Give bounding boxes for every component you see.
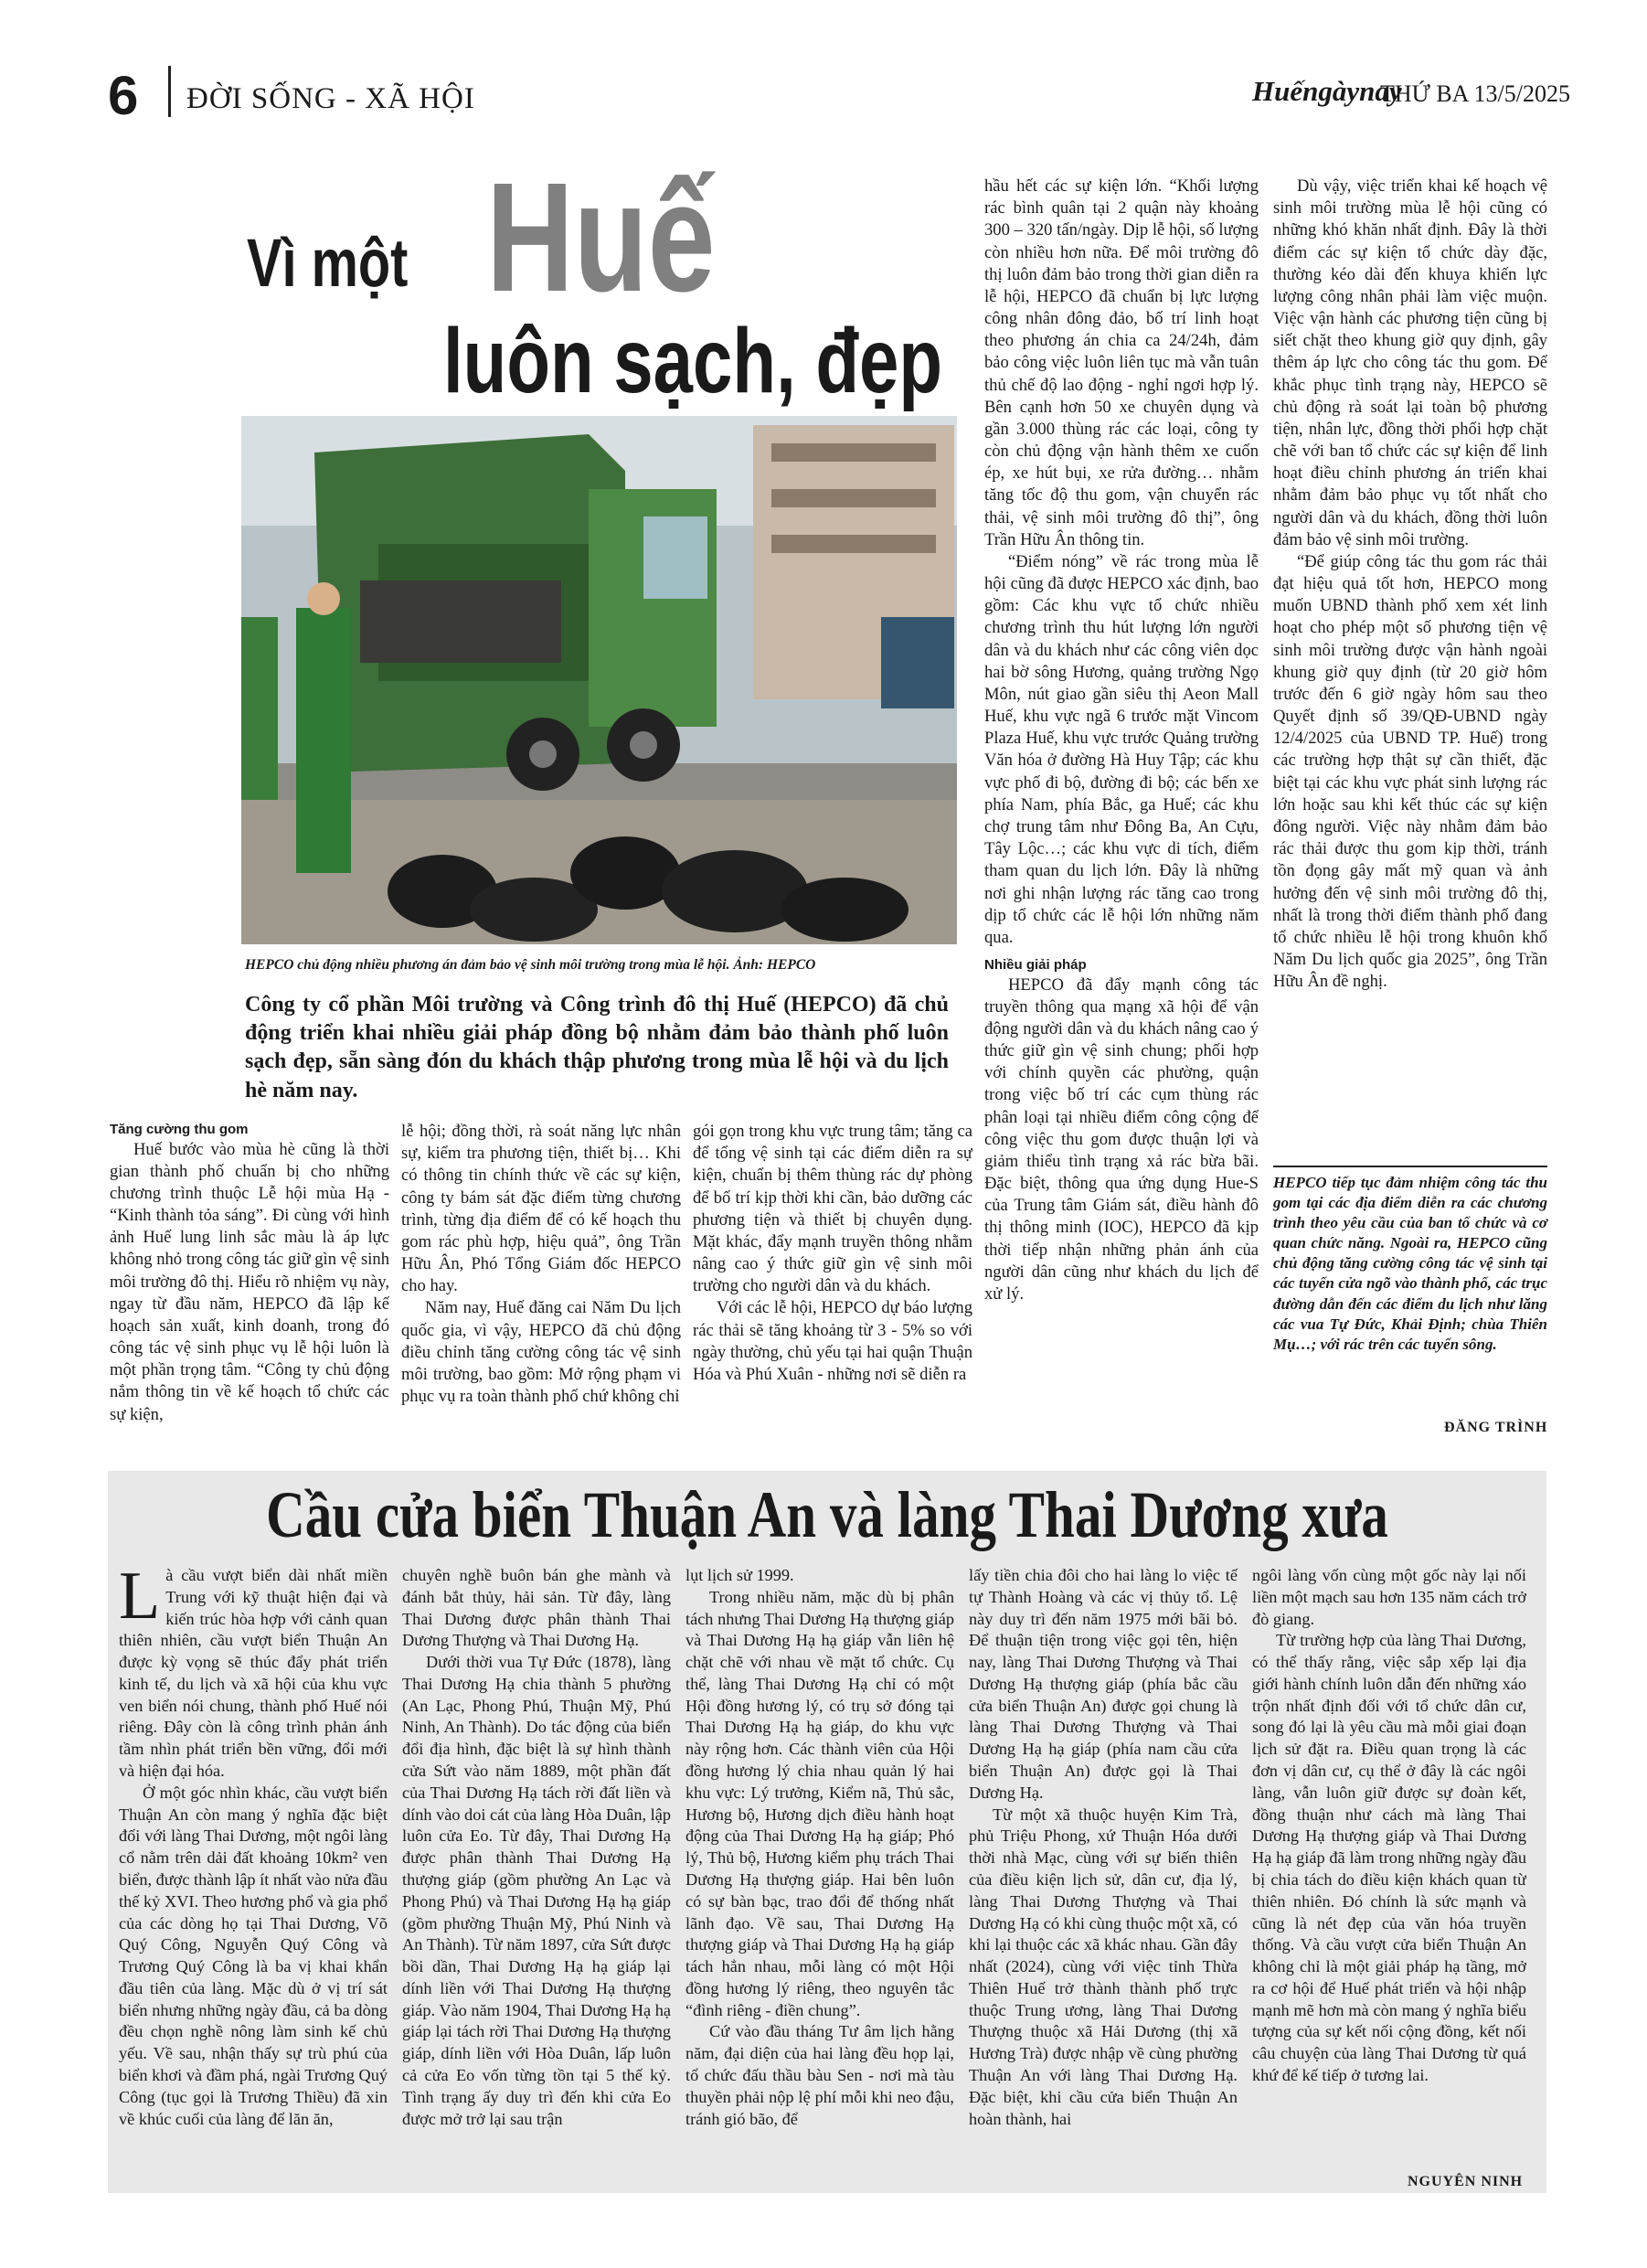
paragraph: Ở một góc nhìn khác, cầu vượt biển Thuận An còn mang ý nghĩa đặc biệt đối với làng Thai Dương, một ngôi làng cổ nằm trên dải đất khoảng 10km² ven biển, được thành lập ít nhất vào nửa đầu thế kỷ XVI. Theo hương phổ và gia phổ của các dòng họ tại Thai Dương, Võ Quý Công, Nguyễn Quý Công và Trương Quý Công là ba vị khai khẩn đầu tiên của làng. Mặc dù ở vị trí sát biển nhưng những ngày đầu, cả ba dòng đều chọn nghề nông làm sinh kế chủ yếu. Về sau, nhận thấy sự trù phú của biển khơi và đầm phá, ngài Trương Quý Công (tục gọi là Trương Thiều) đã xin về khúc cuối của làng để lăn ăn, bbox=[119, 1783, 388, 2128]
paragraph: Từ trường hợp của làng Thai Dương, có thể thấy rằng, việc sắp xếp lại địa giới hành chính luôn dẫn đến những xáo trộn nhất định đối với tổ chức dân cư, song đó lại là yêu cầu mà mỗi giai đoạn lịch sử đặt ra. Điều quan trọng là các đơn vị dân cư, cụ thể ở đây là các ngôi làng, vẫn luôn giữ được sự đoàn kết, đồng thuận như cách mà làng Thai Dương Hạ thượng giáp và Thai Dương Hạ hạ giáp đã làm trong những ngày đầu bị chia tách do điều kiện khách quan từ thiên nhiên. Đó chính là sức mạnh và cũng là nét đẹp của văn hóa truyền thống. Và cầu vượt cửa biển Thuận An không chỉ là một giải pháp hạ tầng, mở ra cơ hội để Huế phát triển và hội nhập mạnh mẽ hơn mà còn mang ý nghĩa biểu tượng của sự kết nối cộng đồng, kết nối câu chuyện của làng Thai Dương từ quá khứ để kế tiếp ở tương lai. bbox=[1252, 1631, 1526, 2084]
article2-column-3 bbox=[685, 1565, 954, 2179]
paragraph: lấy tiền chia đôi cho hai làng lo việc tế tự Thành Hoàng và các vị thủy tổ. Lệ này duy trì đến năm 1975 mới bãi bỏ. Để thuận tiện trong việc gọi tên, hiện nay, làng Thai Dương Thượng và Thai Dương Hạ thượng giáp (phía bắc cầu cửa biển Thuận An) được gọi chung là làng Thai Dương Thượng và Thai Dương Hạ hạ giáp (phía nam cầu cửa biển Thuận An) được gọi là Thai Dương Hạ. bbox=[969, 1566, 1238, 1802]
headline-part-2: Huế bbox=[486, 151, 716, 325]
paragraph: ngôi làng vốn cùng một gốc này lại nối liền một mạch sau hơn 135 năm cách trở đò giang. bbox=[1252, 1566, 1526, 1628]
headline-part-3: luôn sạch, đẹp bbox=[443, 310, 943, 412]
article1-column-4 bbox=[984, 176, 1259, 1451]
paragraph: chuyên nghề buôn bán ghe mành và đánh bắt thủy, hải sản. Từ đây, làng Thai Dương được phân thành Thai Dương Thượng và Thai Dương Hạ. bbox=[402, 1566, 671, 1650]
article2-column-2 bbox=[402, 1565, 671, 2179]
article-lead: Công ty cổ phần Môi trường và Công trình đô thị Huế (HEPCO) đã chủ động triển khai nhiều giải pháp đồng bộ nhằm đảm bảo thành phố luôn sạch đẹp, sẵn sàng đón du khách thập phương trong mùa lễ hội và du lịch hè năm nay. bbox=[245, 993, 949, 1102]
paragraph: Dưới thời vua Tự Đức (1878), làng Thai Dương Hạ chia thành 5 phường (An Lạc, Phong Phú, Thuận Mỹ, Phú Ninh, An Thành). Do tác động của biển đổi địa hình, đặc biệt là sự hình thành cửa Sứt vào năm 1889, một phần đất của Thai Dương Hạ tách rời đất liền và dính vào doi cát của làng Hòa Duân, lập luôn cửa Eo. Từ đây, Thai Dương Hạ được phân thành Thai Dương Hạ thượng giáp (gồm phường An Lạc và Phong Phú) và Thai Dương Hạ hạ giáp (gồm phường Thuận Mỹ, Phú Ninh và An Thành). Từ năm 1897, cửa Sứt được bồi dần, Thai Dương Hạ hạ giáp lại dính liền với Thai Dương Hạ thượng giáp. Vào năm 1904, Thai Dương Hạ hạ giáp lại tách rời Thai Dương Hạ thượng giáp, dính liền với Hòa Duân, lấp luôn cả cửa Eo vốn từng tồn tại 5 thế kỷ. Tình trạng ấy duy trì đến khi cửa Eo được mở trở lại sau trận bbox=[402, 1653, 671, 2128]
article2-column-4 bbox=[969, 1565, 1238, 2179]
article2-column-1 bbox=[119, 1565, 388, 2179]
dropcap: L bbox=[119, 1565, 161, 1634]
sidebox-rule bbox=[1273, 1166, 1547, 1167]
article2-column-5 bbox=[1252, 1565, 1526, 2172]
article2-headline: Cầu cửa biển Thuận An và làng Thai Dương xưa bbox=[266, 1478, 1388, 1551]
article1-column-2 bbox=[401, 1121, 681, 1450]
article1-column-5 bbox=[1273, 176, 1547, 1158]
paragraph: Năm nay, Huế đăng cai Năm Du lịch quốc gia, vì vậy, HEPCO đã chủ động điều chỉnh tăng cường công tác vệ sinh môi trường, bao gồm: Mở rộng phạm vi phục vụ ra toàn thành phố chứ không chỉ bbox=[401, 1298, 681, 1407]
article1-column-3 bbox=[693, 1121, 972, 1450]
article2-author: NGUYÊN NINH bbox=[1408, 2174, 1524, 2189]
paragraph: Huế bước vào mùa hè cũng là thời gian thành phố chuẩn bị cho những chương trình thuộc Lễ hội mùa Hạ - “Kinh thành tỏa sáng”. Đi cùng với hình ảnh Huế lung linh sắc màu là áp lực không nhỏ trong công tác giữ gìn vệ sinh môi trường đô thị. Hiểu rõ nhiệm vụ này, ngay từ đầu năm, HEPCO đã lập kế hoạch sản xuất, kinh doanh, trong đó công tác vệ sinh phục vụ lễ hội luôn là một phần trọng tâm. “Công ty chủ động nắm thông tin về kế hoạch tổ chức các sự kiện, bbox=[110, 1139, 389, 1424]
publication-date: THỨ BA 13/5/2025 bbox=[1380, 80, 1570, 107]
paragraph: Từ một xã thuộc huyện Kim Trà, phủ Triệu Phong, xứ Thuận Hóa dưới thời nhà Mạc, cùng với sự biến thiên của điều kiện lịch sử, dân cư, địa lý, làng Thai Dương Thượng và Thai Dương Hạ có khi cùng thuộc một xã, có khi lại thuộc các xã khác nhau. Gần đây nhất (2024), cùng với việc tỉnh Thừa Thiên Huế trở thành thành phố trực thuộc Trung ương, làng Thai Dương Thượng thuộc xã Hải Dương (thị xã Hương Trà) được nhập về cùng phường Thuận An với làng Thai Dương Hạ. Đặc biệt, khi cầu cửa biển Thuận An hoàn thành, hai bbox=[969, 1805, 1238, 2128]
page-number: 6 bbox=[108, 65, 139, 126]
paragraph: Dù vậy, việc triển khai kế hoạch vệ sinh môi trường mùa lễ hội cũng có những khó khăn nhất định. Đây là thời điểm các sự kiện tổ chức dày đặc, thường kéo dài đến khuya khiến lực lượng công nhân phải làm việc muộn. Việc vận hành các phương tiện cũng bị siết chặt theo khung giờ quy định, gây thêm áp lực cho công tác thu gom. Để khắc phục tình trạng này, HEPCO sẽ chủ động rà soát lại toàn bộ phương tiện, nhân lực, đồng thời phối hợp chặt chẽ với ban tổ chức các sự kiện để linh hoạt điều chỉnh phương án triển khai nhằm đảm bảo phục vụ tốt nhất cho người dân và du khách, đồng thời luôn đảm bảo vệ sinh môi trường. bbox=[1273, 176, 1547, 549]
section-name: ĐỜI SỐNG - XÃ HỘI bbox=[186, 82, 475, 115]
publication-name: Huếngàynay bbox=[1252, 75, 1402, 107]
photo-caption: HEPCO chủ động nhiều phương án đảm bảo vệ sinh môi trường trong mùa lễ hội. Ảnh: HEPCO bbox=[245, 957, 816, 973]
paragraph: hầu hết các sự kiện lớn. “Khối lượng rác bình quân tại 2 quận này khoảng 300 – 320 tấn/ngày. Dịp lễ hội, số lượng còn nhiều hơn nữa. Để môi trường đô thị luôn đảm bảo trong thời gian diễn ra lễ hội, HEPCO đã chuẩn bị lực lượng công nhân đông đảo, bố trí linh hoạt theo phương án chia ca 24/24h, đảm bảo công việc luôn liên tục mà vẫn tuân thủ chế độ lao động - nghỉ ngơi hợp lý. Bên cạnh hơn 50 xe chuyên dụng và gần 3.000 thùng rác các loại, công ty còn chủ động vận hành thêm xe cuốn ép, xe hút bụi, xe rửa đường… nhằm tăng tốc độ thu gom, vận chuyển rác thải, vệ sinh môi trường đô thị”, ông Trần Hữu Ân thông tin. bbox=[984, 176, 1259, 549]
sidebox-note: HEPCO tiếp tục đảm nhiệm công tác thu gom tại các địa điểm diễn ra các chương trình theo yêu cầu của ban tổ chức và cơ quan chức năng. Ngoài ra, HEPCO cũng chủ động tăng cường công tác vệ sinh tại các tuyến cửa ngõ vào thành phố, các trục đường dẫn đến các điểm du lịch như lăng các vua Tự Đức, Khải Định; chùa Thiên Mụ…; với rác trên các tuyến sông. bbox=[1273, 1174, 1547, 1353]
paragraph: lụt lịch sử 1999. bbox=[685, 1566, 794, 1584]
paragraph: Trong nhiều năm, mặc dù bị phân tách nhưng Thai Dương Hạ thượng giáp và Thai Dương Hạ hạ giáp vẫn liên hệ chặt chẽ với nhau về mặt tổ chức. Cụ thể, làng Thai Dương Hạ chỉ có một Hội đồng hương lý, có trụ sở đóng tại Thai Dương Hạ hạ giáp, do khu vực này rộng hơn. Các thành viên của Hội đồng hương lý chia nhau quản lý hai khu vực: Lý trưởng, Kiểm nã, Thủ sắc, Hương bộ, Hương dịch điều hành hoạt động của Thai Dương Hạ hạ giáp; Phó lý, Thủ bộ, Hương kiểm phụ trách Thai Dương Hạ thượng giáp. Hai bên luôn có sự bàn bạc, trao đổi để thống nhất lãnh đạo. Về sau, Thai Dương Hạ thượng giáp và Thai Dương Hạ hạ giáp tách hẳn nhau, mỗi làng có một Hội đồng hương lý riêng, theo nguyên tắc “đình riêng - điền chung”. bbox=[685, 1587, 954, 2019]
paragraph: Là cầu vượt biển dài nhất miền Trung với kỹ thuật hiện đại và kiến trúc hòa hợp với cảnh quan thiên nhiên, cầu vượt biển Thuận An được kỳ vọng sẽ thúc đẩy phát triển kinh tế, du lịch và xã hội của khu vực ven biển nói chung, thành phố Huế nói riêng. Đây còn là công trình phản ánh tầm nhìn phát triển bền vững, đổi mới và hiện đại hóa. bbox=[119, 1565, 388, 1781]
garbage-truck-photo bbox=[241, 416, 957, 944]
headline-part-1: Vì một bbox=[247, 225, 409, 301]
subheading-solutions: Nhiều giải pháp bbox=[984, 957, 1087, 974]
header-divider bbox=[168, 66, 171, 117]
paragraph: Cứ vào đầu tháng Tư âm lịch hằng năm, đại diện của hai làng đều họp lại, tổ chức đấu thầu bàu Sen - nơi mà tàu thuyền phải nộp lệ phí mỗi khi neo đậu, tránh gió bão, để bbox=[685, 2022, 954, 2128]
paragraph: HEPCO đã đẩy mạnh công tác truyền thông qua mạng xã hội để vận động người dân và du khách nâng cao ý thức giữ gìn vệ sinh chung; phối hợp với chính quyền các phường, quận trong việc bố trí các cụm thùng rác phân loại tại nhiều điểm công cộng để công việc thu gom được thuận lợi và giảm thiểu tình trạng xả rác bừa bãi. Đặc biệt, thông qua ứng dụng Hue-S của Trung tâm Giám sát, điều hành đô thị thông minh (IOC), HEPCO đã kịp thời tiếp nhận những phản ánh của người dân cũng như khách du lịch để xử lý. bbox=[984, 974, 1259, 1304]
paragraph: gói gọn trong khu vực trung tâm; tăng ca để tổng vệ sinh tại các điểm diễn ra sự kiện, chuẩn bị thêm thùng rác dự phòng để bố trí kịp thời khi cần, bảo dưỡng các phương tiện và thiết bị chuyên dụng. Mặt khác, đẩy mạnh truyền thông nhằm nâng cao ý thức giữ gìn vệ sinh môi trường cho người dân và du khách. bbox=[693, 1122, 972, 1296]
subheading-collection: Tăng cường thu gom bbox=[110, 1122, 249, 1137]
article1-author: ĐĂNG TRÌNH bbox=[1444, 1420, 1548, 1435]
paragraph: lễ hội; đồng thời, rà soát năng lực nhân sự, kiểm tra phương tiện, thiết bị… Khi có thông tin chính thức về các sự kiện, công ty bám sát đặc điểm từng chương trình, từng địa điểm để có kế hoạch thu gom rác phù hợp, hiệu quả”, ông Trần Hữu Ân, Phó Tổng Giám đốc HEPCO cho hay. bbox=[401, 1122, 681, 1296]
article1-column-1 bbox=[110, 1121, 389, 1450]
paragraph: Với các lễ hội, HEPCO dự báo lượng rác thải sẽ tăng khoảng từ 3 - 5% so với ngày thường, chủ yếu tại hai quận Thuận Hóa và Phú Xuân - những nơi sẽ diễn ra bbox=[693, 1298, 972, 1384]
paragraph: “Điểm nóng” về rác trong mùa lễ hội cũng đã được HEPCO xác định, bao gồm: Các khu vực tổ chức nhiều chương trình thu hút lượng lớn người dân và du khách như các công viên dọc hai bờ sông Hương, quảng trường Ngọ Môn, nút giao gần siêu thị Aeon Mall Huế, khu vực ngã 6 trước mặt Vincom Plaza Huế, khu vực trước Quảng trường Văn hóa ở đường Hà Huy Tập; các khu vực phố đi bộ, đường đi bộ; các bến xe phía Nam, phía Bắc, ga Huế; các khu chợ trung tâm như Đông Ba, An Cựu, Tây Lộc…; các khu vực di tích, điểm tham quan du lịch lớn. Đây là những nơi ghi nhận lượng rác tăng cao trong dịp tổ chức các lễ hội lớn những năm qua. bbox=[984, 551, 1259, 947]
paragraph: “Để giúp công tác thu gom rác thải đạt hiệu quả tốt hơn, HEPCO mong muốn UBND thành phố xem xét linh hoạt cho phép một số phương tiện vệ sinh môi trường được vận hành ngoài khung giờ quy định (từ 20 giờ hôm trước đến 6 giờ ngày hôm sau theo Quyết định số 39/QĐ-UBND ngày 12/4/2025 của UBND TP. Huế) trong các trường hợp thật sự cần thiết, đặc biệt tại các khu vực phát sinh lượng rác lớn hoặc sau khi kết thúc các sự kiện đông người. Việc này nhằm đảm bảo rác thải được thu gom kịp thời, tránh tồn đọng gây mất mỹ quan và ảnh hưởng đến vệ sinh môi trường đô thị, nhất là trong thời điểm thành phố đang tổ chức nhiều lễ hội trong khuôn khổ Năm Du lịch quốc gia 2025”, ông Trần Hữu Ân đề nghị. bbox=[1273, 551, 1547, 992]
